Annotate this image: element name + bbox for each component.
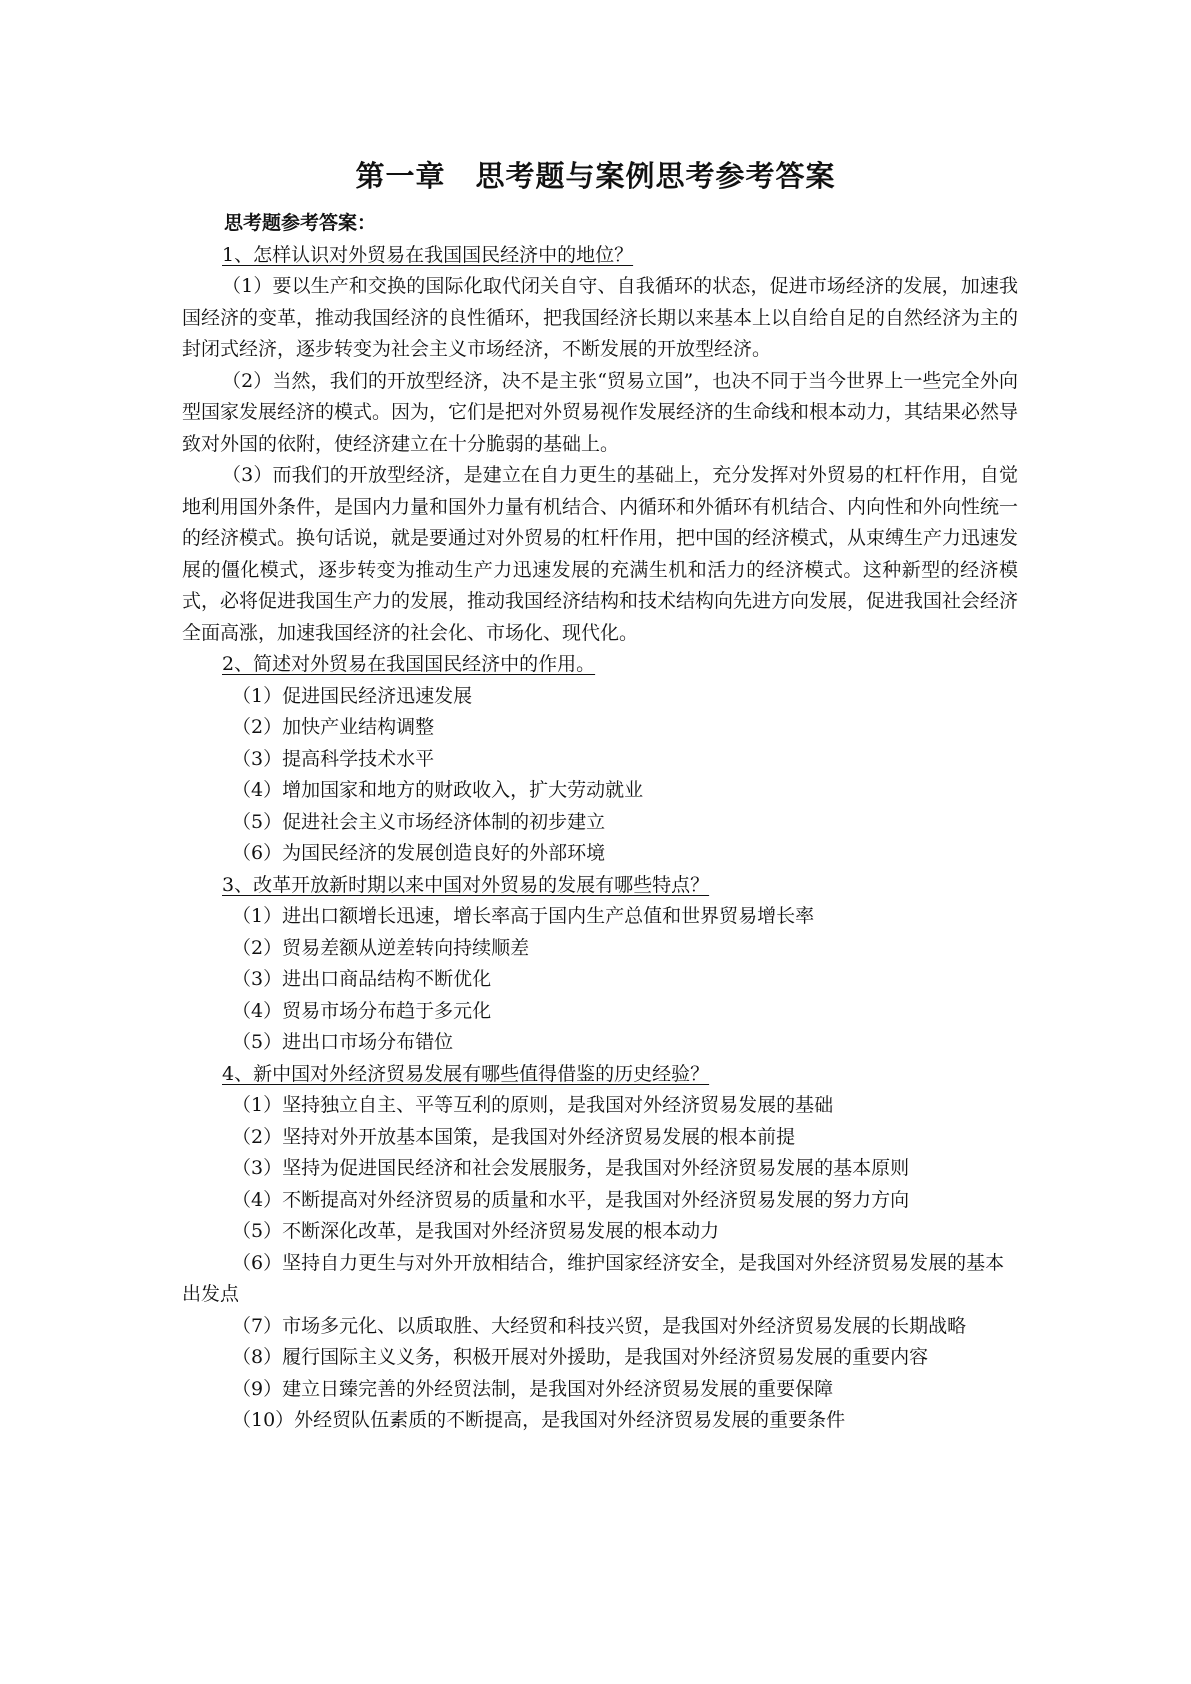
list-item: （1）促进国民经济迅速发展 [232, 684, 473, 707]
list-item: （2）加快产业结构调整 [232, 716, 435, 738]
list-item: （1）进出口额增长迅速，增长率高于国内生产总值和世界贸易增长率 [232, 905, 815, 927]
list-item: （3）提高科学技术水平 [232, 747, 435, 770]
list-item: （3）进出口商品结构不断优化 [232, 968, 492, 990]
list-item: （3）坚持为促进国民经济和社会发展服务，是我国对外经济贸易发展的基本原则 [232, 1157, 910, 1179]
list-item: （10）外经贸队伍素质的不断提高，是我国对外经济贸易发展的重要条件 [232, 1409, 846, 1431]
list-item: （2）坚持对外开放基本国策，是我国对外经济贸易发展的根本前提 [232, 1125, 796, 1148]
list-item: （6）为国民经济的发展创造良好的外部环境 [232, 842, 606, 864]
list-item: （8）履行国际主义义务，积极开展对外援助，是我国对外经济贸易发展的重要内容 [232, 1346, 929, 1368]
list-item: （5）不断深化改革，是我国对外经济贸易发展的根本动力 [232, 1220, 720, 1242]
answer-paragraph: （1）要以生产和交换的国际化取代闭关自守、自我循环的状态，促进市场经济的发展，加速我国经济的变革，推动我国经济的良性循环，把我国经济长期以来基本上以自给自足的自然经济为主的封闭式经济，逐步转变为社会主义市场经济，不断发展的开放型经济。 [182, 275, 1019, 360]
question-1: 1、怎样认识对外贸易在我国国民经济中的地位？ [222, 243, 634, 266]
question-3: 3、改革开放新时期以来中国对外贸易的发展有哪些特点？ [222, 873, 710, 896]
list-item: （5）促进社会主义市场经济体制的初步建立 [232, 810, 606, 833]
section-heading: 思考题参考答案： [224, 212, 377, 234]
document-body [182, 208, 1018, 1437]
list-item: （6）坚持自力更生与对外开放相结合，维护国家经济安全，是我国对外经济贸易发展的基本出发点 [182, 1251, 1005, 1305]
question-4: 4、新中国对外经济贸易发展有哪些值得借鉴的历史经验？ [222, 1062, 710, 1085]
answer-paragraph: （3）而我们的开放型经济，是建立在自力更生的基础上，充分发挥对外贸易的杠杆作用，自觉地利用国外条件，是国内力量和国外力量有机结合、内循环和外循环有机结合、内向性和外向性统一的经济模式。换句话说，就是要通过对外贸易的杠杆作用，把中国的经济模式，从束缚生产力迅速发展的僵化模式，逐步转变为推动生产力迅速发展的充满生机和活力的经济模式。这种新型的经济模式，必将促进我国生产力的发展，推动我国经济结构和技术结构向先进方向发展，促进我国社会经济全面高涨，加速我国经济的社会化、市场化、现代化。 [182, 464, 1019, 644]
list-item: （4）贸易市场分布趋于多元化 [232, 999, 492, 1022]
list-item: （2）贸易差额从逆差转向持续顺差 [232, 936, 530, 959]
list-item: （4）不断提高对外经济贸易的质量和水平，是我国对外经济贸易发展的努力方向 [232, 1188, 910, 1211]
list-item: （4）增加国家和地方的财政收入，扩大劳动就业 [232, 779, 644, 801]
list-item: （5）进出口市场分布错位 [232, 1031, 454, 1053]
question-2: 2、简述对外贸易在我国国民经济中的作用。 [222, 653, 596, 675]
list-item: （9）建立日臻完善的外经贸法制，是我国对外经济贸易发展的重要保障 [232, 1377, 834, 1400]
answer-paragraph: （2）当然，我们的开放型经济，决不是主张“贸易立国”，也决不同于当今世界上一些完全外向型国家发展经济的模式。因为，它们是把对外贸易视作发展经济的生命线和根本动力，其结果必然导致对外国的依附，使经济建立在十分脆弱的基础上。 [182, 369, 1019, 455]
list-item: （7）市场多元化、以质取胜、大经贸和科技兴贸，是我国对外经济贸易发展的长期战略 [232, 1314, 967, 1337]
list-item: （1）坚持独立自主、平等互利的原则，是我国对外经济贸易发展的基础 [232, 1094, 834, 1116]
page-title: 第一章 思考题与案例思考参考答案 [355, 159, 836, 193]
